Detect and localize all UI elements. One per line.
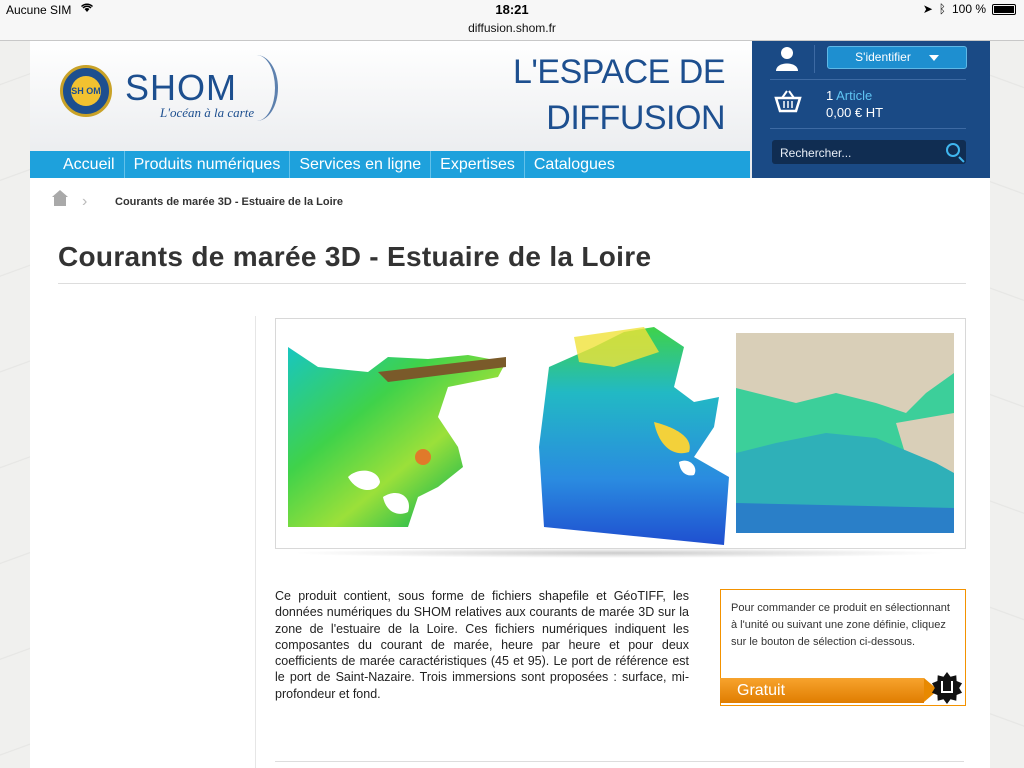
logo-wave-icon [235,55,278,121]
nav-item-catalogues[interactable]: Catalogues [533,156,615,173]
divider [275,761,964,762]
search-icon[interactable] [946,143,960,157]
nav-item-services-en-ligne[interactable]: Services en ligne [290,151,431,178]
divider [770,128,966,129]
site-container [30,41,990,768]
nav-item-accueil[interactable]: Accueil [30,151,125,178]
search-input[interactable] [778,142,932,164]
user-icon[interactable] [774,45,800,71]
battery-icon [992,4,1016,15]
cart-icon [941,681,953,693]
location-icon: ➤ [922,2,933,16]
divider [255,316,256,768]
clock: 18:21 [495,2,529,17]
logo-name[interactable]: SHOM [125,67,237,108]
divider [770,79,966,80]
battery-percent: 100 % [951,2,986,16]
divider [58,283,966,284]
order-instructions: Pour commander ce produit en sélectionnant à l'unité ou suivant une zone définie, cliquez sur le bouton de sélection ci-dessous. [731,602,950,648]
ios-status-bar [0,0,1024,41]
order-box [720,589,966,706]
basket-icon[interactable] [774,89,804,115]
breadcrumb-current: Courants de marée 3D - Estuaire de la Loire [115,196,344,208]
cart-label[interactable]: Article [836,88,873,103]
background-map-right [990,41,1024,768]
divider [814,45,815,73]
bluetooth-icon: ᛒ [938,2,946,16]
site-title [513,49,725,141]
site-title-line2: DIFFUSION [546,99,725,137]
cart-summary[interactable] [826,88,872,103]
product-image [275,318,966,549]
chevron-down-icon [929,55,939,61]
login-button-label: S'identifier [855,50,911,64]
nav-item-expertises[interactable]: Expertises [431,151,525,178]
background-map-left [0,41,30,768]
map-image-mid-depth [534,327,729,545]
site-title-line1: L'ESPACE DE [513,53,725,91]
page-title: Courants de marée 3D - Estuaire de la Loire [58,241,652,272]
chevron-right-icon: › [82,193,88,210]
user-panel [752,41,990,178]
address-bar-url[interactable]: diffusion.shom.fr [468,21,556,35]
nav-item-produits-numeriques[interactable]: Produits numériques [125,151,291,178]
logo-tagline: L'océan à la carte [160,105,255,120]
carrier-label: Aucune SIM [6,3,72,17]
logo-badge: SH OM [71,76,101,106]
home-icon[interactable] [54,196,66,206]
map-image-surface [288,347,506,527]
shom-logo-emblem[interactable] [60,65,112,117]
gratuit-button[interactable]: Gratuit [720,678,924,703]
cart-count: 1 [826,88,834,103]
main-nav [30,151,750,178]
breadcrumb [30,191,990,215]
image-shadow [290,548,950,558]
status-indicators [923,2,1016,16]
product-description: Ce produit contient, sous forme de fichiers shapefile et GéoTIFF, les données numériques du SHOM relatives aux courants de marée 3D sur la zone de l'estuaire de la Loire. Ces fichiers numériques indiquent les composantes du courant de marée, heure par heure et pour deux coefficients de marée caractéristiques (45 et 95). Le port de référence est le port de Saint-Nazaire. Trois immersions sont proposées : surface, mi-profondeur et fond. [275,589,689,701]
cart-price: 0,00 € HT [826,105,884,120]
search-box [772,140,966,164]
login-button[interactable] [827,46,967,69]
map-image-bottom [736,333,954,533]
